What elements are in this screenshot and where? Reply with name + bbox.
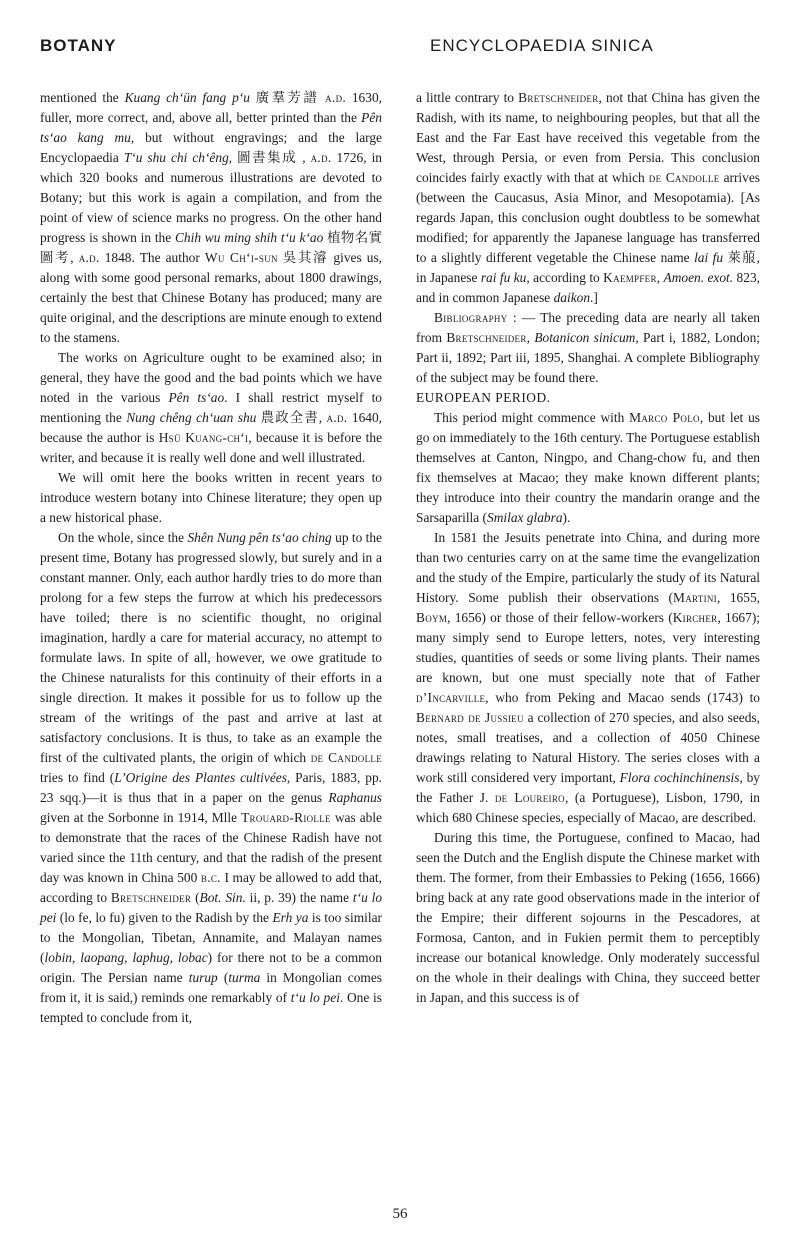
section-heading: EUROPEAN PERIOD. <box>416 390 551 405</box>
right-column <box>416 88 760 1008</box>
paragraph: We will omit here the books written in recent years to introduce western botany into Chinese literature; they open up a new historical phase. <box>40 470 382 525</box>
paragraph: The works on Agriculture ought to be examined also; in general, they have the good and the bad points which we have noted in the various Pên ts‘ao. I shall restrict myself to mentioning the Nung chêng ch‘uan shu 農政全書, a.d. 1640, because the author is Hsü Kuang-ch‘i, because it is before the writer, and because it is really well done and well illustrated. <box>40 350 383 465</box>
paragraph: On the whole, since the Shên Nung pên ts‘ao ching up to the present time, Botany has progressed slowly, but surely and in a constant manner. Only, each author hardly tries to do more than prolong for a few steps the furrow at which his predecessors have toiled; there is no scientific thought, no original imagination, hardly a care for material accuracy, no attempt to formulate laws. In spite of all, however, we owe gratitude to the Chinese naturalists for this continuity of their efforts in a single direction. It makes it possible for us to follow up the stream of the writings of the past and arrive at last at satisfactory conclusions. It is thus, to take as an example the first of the cultivated plants, the origin of which de Candolle tries to find (L’Origine des Plantes cultivées, Paris, 1883, pp. 23 sqq.)—it is thus that in a paper on the genus Raphanus given at the Sorbonne in 1914, Mlle Trouard-Riolle was able to demonstrate that the races of the Chinese Radish have not varied since the 11th century, and that the radish of the present day was known in China 500 b.c. I may be allowed to add that, according to Bretschneider (Bot. Sin. ii, p. 39) the name t‘u lo pei (lo fe, lo fu) given to the Radish by the Erh ya is too similar to the Mongolian, Tibetan, Annamite, and Malayan names (lobin, laopang, laphug, lobac) for there not to be a common origin. The Persian name turup (turma in Mongolian comes from it, it is said,) reminds one remarkably of t‘u lo pei. One is tempted to conclude from it, <box>40 530 383 1025</box>
paragraph: In 1581 the Jesuits penetrate into China, and during more than two centuries carry on at the same time the evangelization and the study of the Empire, particularly the study of its Natural History. Some publish their observations (Martini, 1655, Boym, 1656) or those of their fellow-workers (Kircher, 1667); many simply send to Europe letters, notes, very interesting studies, quantities of seeds or some living plants. Their names are known, but one must specially note that of Father d’Incarville, who from Peking and Macao sends (1743) to Bernard de Jussieu a collection of 270 species, and also seeds, notes, small treatises, and a collection of 4050 Chinese drawings relating to Natural History. The series closes with a work still considered very important, Flora cochinchinensis, by the Father J. de Loureiro, (a Portuguese), Lisbon, 1790, in which 680 Chinese species, especially of Macao, are described. <box>416 530 761 825</box>
page-number: 56 <box>392 1206 408 1222</box>
running-header <box>0 0 800 60</box>
paragraph: a little contrary to Bretschneider, not that China has given the Radish, with its name, to neighbouring peoples, but that all the East and the Far East have received this vegetable from the West, through Persia, or even from Persia. This conclusion coincides fairly exactly with that at which de Candolle arrives (between the Caucasus, Asia Minor, and Mesopotamia). [As regards Japan, this conclusion ought doubtless to be somewhat modified; for apparently the Japanese language has transferred to a slightly different vegetable the Chinese name lai fu 萊菔, in Japanese rai fu ku, according to Kaempfer, Amoen. exot. 823, and in common Japanese daikon.] <box>416 90 761 305</box>
paragraph: During this time, the Portuguese, confined to Macao, had seen the Dutch and the English dispute the Chinese market with them. The former, from their Embassies to Peking (1656, 1666) bring back at any rate good observations made in the interior of the Empire; their different sojourns in the Pescadores, at Formosa, Canton, and in Fukien permit them to perceptibly increase our botanical knowledge. Only moderately successful on the whole in their dealings with China, they succeed better in Japan, and this success is of <box>416 830 760 1005</box>
paragraph: Bibliography : — The preceding data are nearly all taken from Bretschneider, Botanicon sinicum, Part i, 1882, London; Part ii, 1892; Part iii, 1895, Shanghai. A complete Bibliography of the subject may be found there. <box>416 310 760 385</box>
header-section-title: BOTANY <box>40 36 117 55</box>
paragraph: mentioned the Kuang ch‘ün fang p‘u 廣羣芳譜 a.d. 1630, fuller, more correct, and, above all, better printed than the Pên ts‘ao kang mu, but without engravings; and the large Encyclopaedia T‘u shu chi ch‘êng, 圖書集成 , a.d. 1726, in which 320 books and numerous illustrations are devoted to Botany; but this work is again a compilation, and from the point of view of science marks no progress. On the other hand progress is shown in the Chih wu ming shih t‘u k‘ao 植物名實圖考, a.d. 1848. The author Wu Ch‘i-sun 吳其濬 gives us, along with some good personal remarks, about 1800 drawings, certainly the best that Chinese Botany has produced; many are quite original, and the descriptions are minute enough to extend to the stamens. <box>40 90 383 345</box>
paragraph: This period might commence with Marco Polo, but let us go on immediately to the 16th century. The Portuguese establish themselves at Canton, Ningpo, and Chang-chow fu, and then fix themselves at Macao; they make known different plants; they introduce into their country the mandarin orange and the Sarsaparilla (Smilax glabra). <box>416 410 761 525</box>
left-column <box>40 88 382 1028</box>
header-book-title: ENCYCLOPAEDIA SINICA <box>430 36 654 55</box>
